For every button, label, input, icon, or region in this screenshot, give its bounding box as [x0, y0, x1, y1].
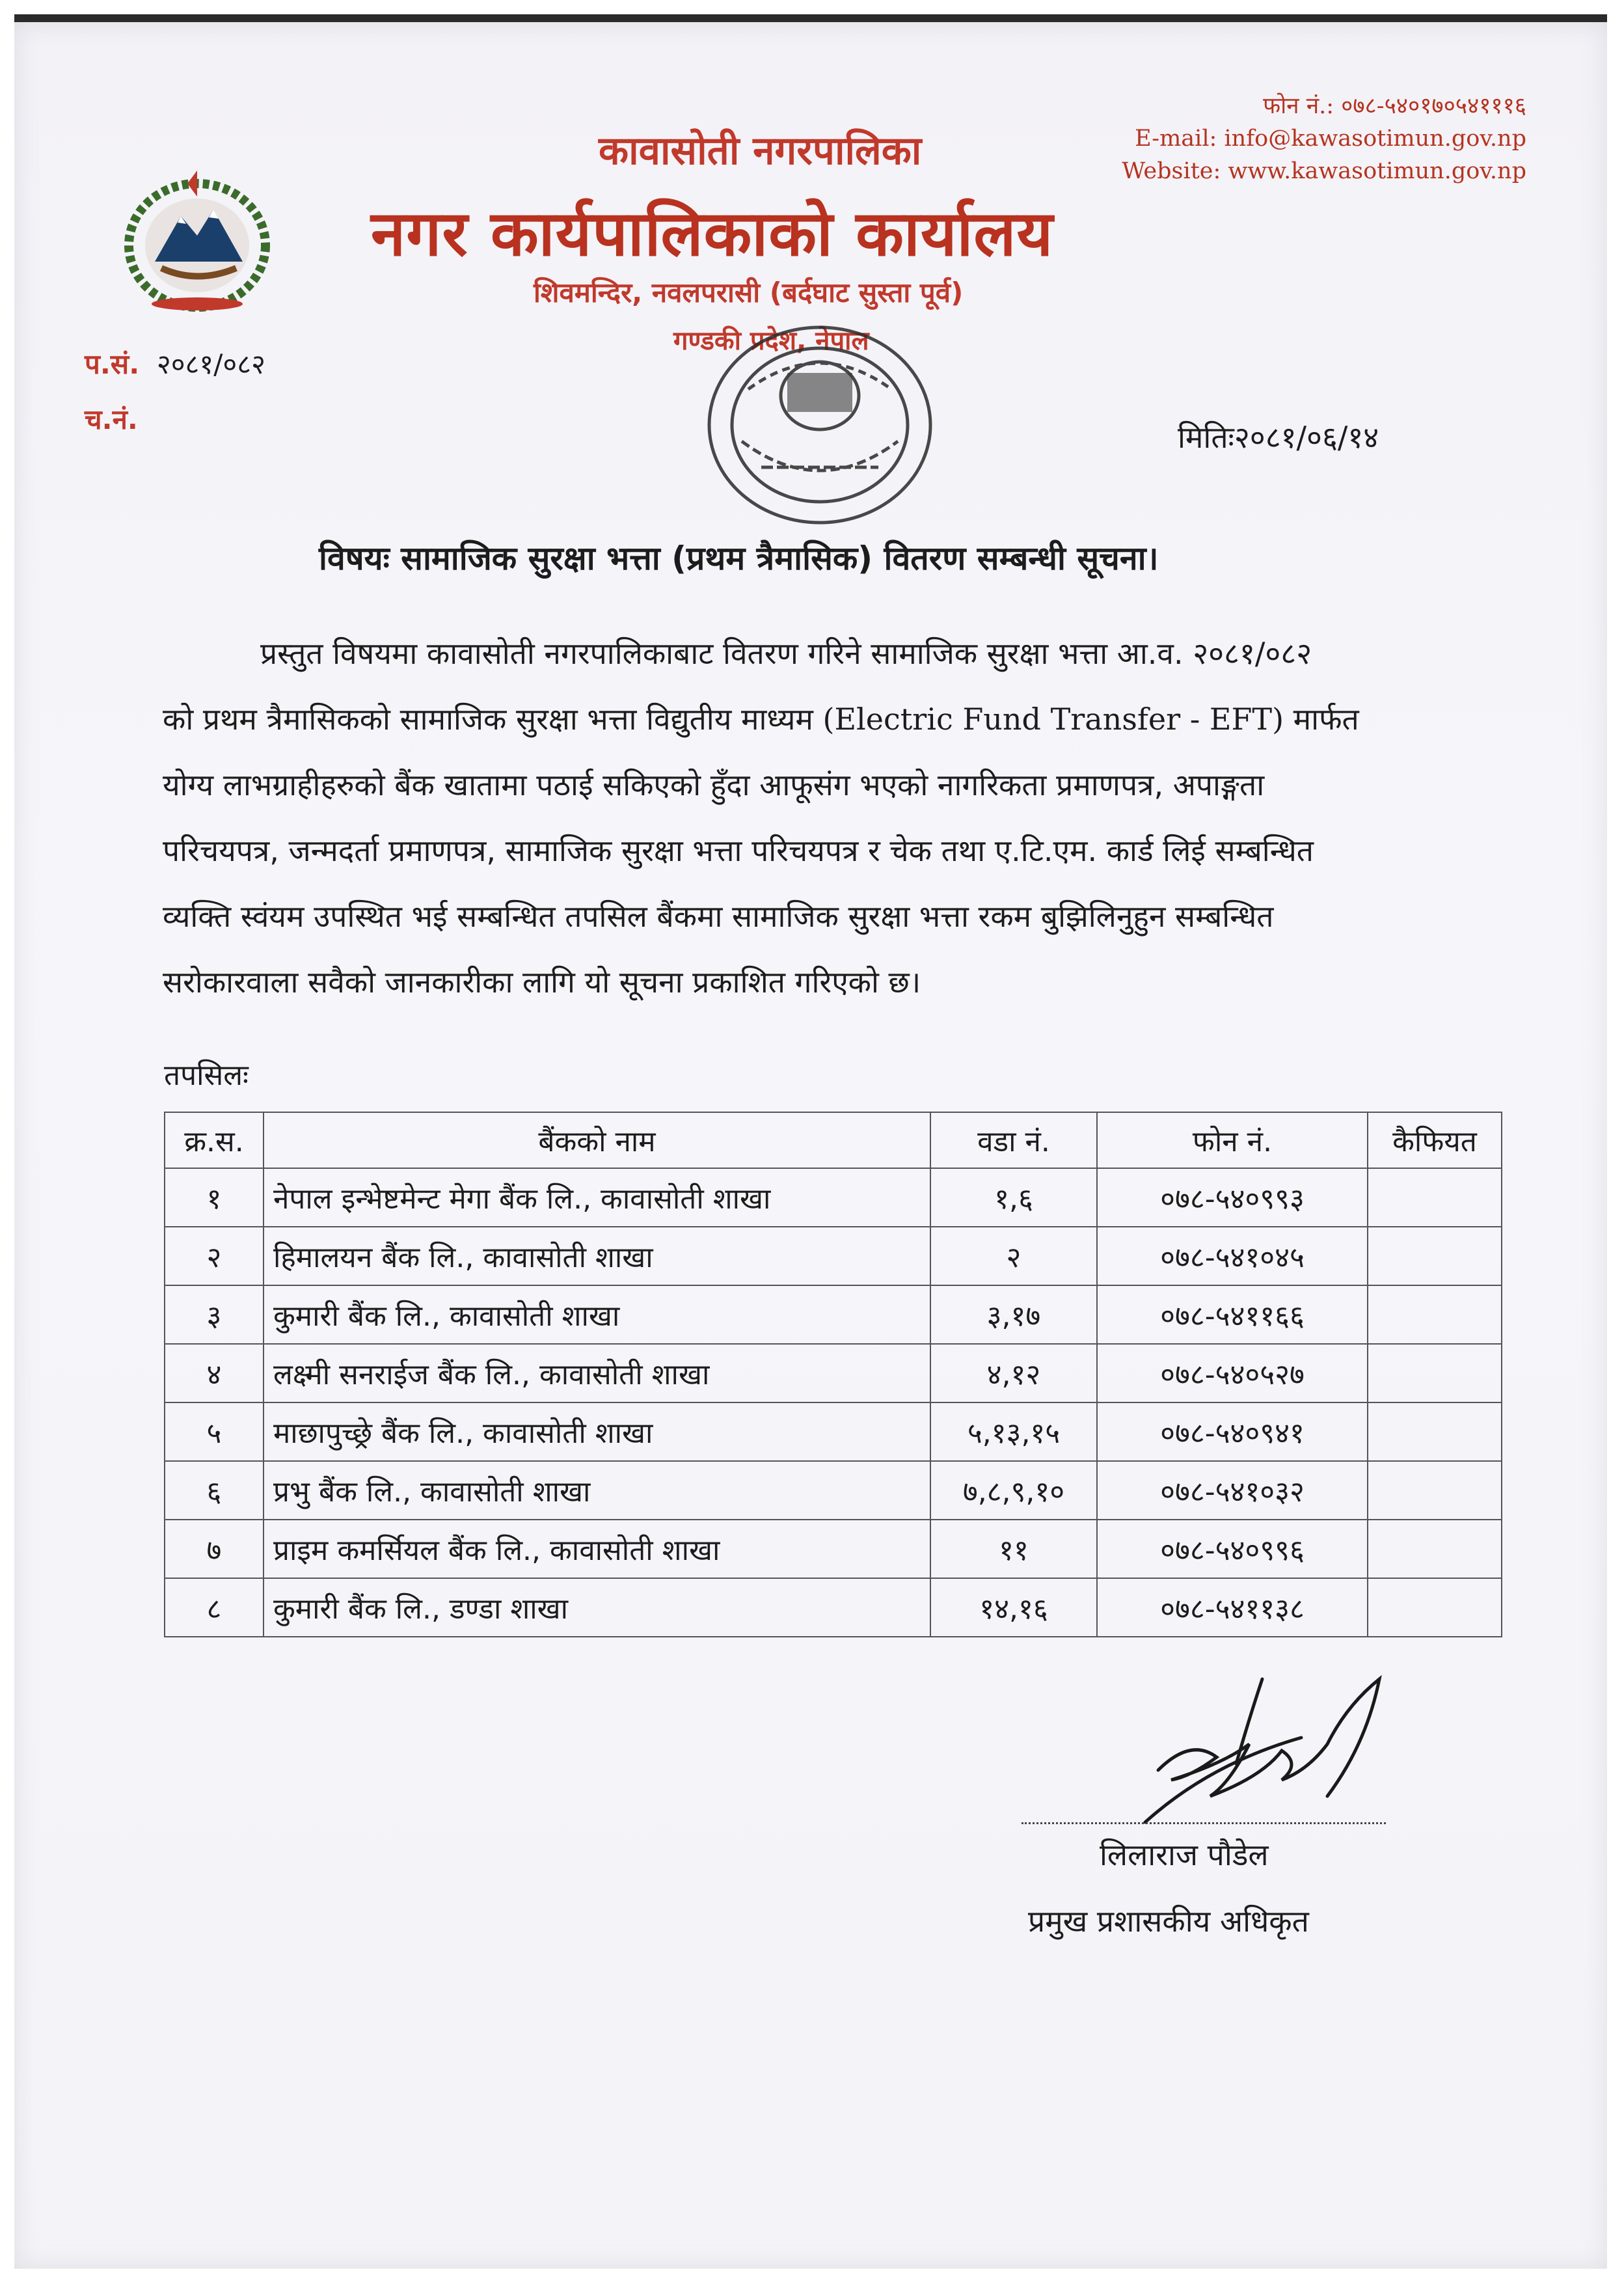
nepal-emblem-icon: [116, 171, 278, 314]
cell-ward-no: ३,१७: [930, 1285, 1097, 1344]
cell-remarks: [1368, 1402, 1502, 1461]
body-line-3: योग्य लाभग्राहीहरुको बैंक खातामा पठाई सकिएको हुँदा आफूसंग भएको नागरिकता प्रमाणपत्र, अपाङ्गता: [163, 767, 1265, 802]
cell-ward-no: ४,१२: [930, 1344, 1097, 1402]
table-row: [165, 1402, 1502, 1461]
notice-body: [163, 621, 1470, 1015]
cell-bank-name: प्रभु बैंक लि., कावासोती शाखा: [264, 1461, 930, 1520]
cell-ward-no: ५,१३,१५: [930, 1402, 1097, 1461]
header-ward-no: वडा नं.: [930, 1112, 1097, 1168]
table-header-row: [165, 1112, 1502, 1168]
cell-bank-name: लक्ष्मी सनराईज बैंक लि., कावासोती शाखा: [264, 1344, 930, 1402]
cell-serial: ३: [165, 1285, 264, 1344]
issue-date: मितिः२०८१/०६/१४: [1178, 420, 1379, 455]
cell-bank-name: माछापुच्छ्रे बैंक लि., कावासोती शाखा: [264, 1402, 930, 1461]
website-address[interactable]: Website: www.kawasotimun.gov.np: [1122, 158, 1526, 184]
header-remarks: कैफियत: [1368, 1112, 1502, 1168]
cell-serial: ८: [165, 1578, 264, 1637]
cell-ward-no: ७,८,९,१०: [930, 1461, 1097, 1520]
cell-bank-name: प्राइम कमर्सियल बैंक लि., कावासोती शाखा: [264, 1520, 930, 1578]
cell-ward-no: १४,१६: [930, 1578, 1097, 1637]
header-serial: क्र.स.: [165, 1112, 264, 1168]
cell-remarks: [1368, 1578, 1502, 1637]
signatory-name: लिलाराज पौडेल: [1100, 1837, 1269, 1872]
office-title: नगर कार्यपालिकाको कार्यालय: [371, 197, 1054, 270]
body-line-6: सरोकारवाला सवैको जानकारीका लागि यो सूचना प्रकाशित गरिएको छ।: [163, 964, 921, 1000]
municipality-name: कावासोती नगरपालिका: [599, 128, 922, 174]
chalani-number: [85, 400, 138, 437]
subject-line: विषयः सामाजिक सुरक्षा भत्ता (प्रथम त्रैमासिक) वितरण सम्बन्धी सूचना।: [319, 540, 1159, 577]
cell-bank-name: हिमालयन बैंक लि., कावासोती शाखा: [264, 1227, 930, 1285]
address-line-1: शिवमन्दिर, नवलपरासी (बर्दघाट सुस्ता पूर्व): [534, 277, 964, 308]
handwritten-signature: [1132, 1666, 1392, 1829]
cell-phone: ०७८-५४१०४५: [1097, 1227, 1368, 1285]
cell-serial: २: [165, 1227, 264, 1285]
cell-bank-name: नेपाल इन्भेष्टमेन्ट मेगा बैंक लि., कावासोती शाखा: [264, 1168, 930, 1227]
cell-phone: ०७८-५४०९९६: [1097, 1520, 1368, 1578]
body-line-5: व्यक्ति स्वंयम उपस्थित भई सम्बन्धित तपसिल बैंकमा सामाजिक सुरक्षा भत्ता रकम बुझिलिनुहुन सम्बन्धित: [163, 899, 1274, 934]
table-row: [165, 1578, 1502, 1637]
table-row: [165, 1168, 1502, 1227]
cell-ward-no: २: [930, 1227, 1097, 1285]
cell-remarks: [1368, 1344, 1502, 1402]
cell-remarks: [1368, 1461, 1502, 1520]
table-row: [165, 1227, 1502, 1285]
patra-sankhya-label: प.सं.: [85, 348, 140, 380]
phone-number: फोन नं.: ०७८-५४०१७०५४१११६: [1263, 93, 1526, 119]
cell-phone: ०७८-५४०९९३: [1097, 1168, 1368, 1227]
cell-remarks: [1368, 1168, 1502, 1227]
cell-ward-no: १,६: [930, 1168, 1097, 1227]
contact-block: [1122, 90, 1526, 187]
cell-phone: ०७८-५४११३८: [1097, 1578, 1368, 1637]
cell-serial: ७: [165, 1520, 264, 1578]
body-line-2a: को प्रथम त्रैमासिकको सामाजिक सुरक्षा भत्ता विद्युतीय माध्यम: [163, 702, 823, 737]
office-seal-stamp: [690, 311, 950, 545]
signature-line: [1022, 1822, 1386, 1824]
cell-serial: ५: [165, 1402, 264, 1461]
patra-sankhya: [85, 345, 265, 382]
cell-serial: १: [165, 1168, 264, 1227]
cell-bank-name: कुमारी बैंक लि., कावासोती शाखा: [264, 1285, 930, 1344]
cell-bank-name: कुमारी बैंक लि., डण्डा शाखा: [264, 1578, 930, 1637]
address-line-2: गण्डकी प्रदेश, नेपाल: [673, 326, 869, 356]
header-bank-name: बैंकको नाम: [264, 1112, 930, 1168]
patra-sankhya-value: २०८१/०८२: [156, 348, 265, 380]
cell-serial: ४: [165, 1344, 264, 1402]
cell-serial: ६: [165, 1461, 264, 1520]
header-phone: फोन नं.: [1097, 1112, 1368, 1168]
cell-phone: ०७८-५४११६६: [1097, 1285, 1368, 1344]
chalani-number-label: च.नं.: [85, 403, 138, 435]
table-row: [165, 1461, 1502, 1520]
cell-remarks: [1368, 1520, 1502, 1578]
email-address[interactable]: E-mail: info@kawasotimun.gov.np: [1135, 126, 1526, 152]
cell-phone: ०७८-५४०५२७: [1097, 1344, 1368, 1402]
body-line-2b: (Electric Fund Transfer - EFT): [822, 702, 1284, 737]
bank-table: [164, 1112, 1502, 1637]
body-line-4: परिचयपत्र, जन्मदर्ता प्रमाणपत्र, सामाजिक सुरक्षा भत्ता परिचयपत्र र चेक तथा ए.टि.एम. कार्ड लिई सम्बन्धित: [163, 833, 1314, 868]
cell-remarks: [1368, 1227, 1502, 1285]
cell-remarks: [1368, 1285, 1502, 1344]
body-line-2c: मार्फत: [1284, 702, 1359, 737]
signatory-designation: प्रमुख प्रशासकीय अधिकृत: [1028, 1904, 1309, 1939]
body-line-1: प्रस्तुत विषयमा कावासोती नगरपालिकाबाट वितरण गरिने सामाजिक सुरक्षा भत्ता आ.व. २०८१/०८२: [260, 636, 1312, 671]
cell-ward-no: ११: [930, 1520, 1097, 1578]
table-row: [165, 1285, 1502, 1344]
cell-phone: ०७८-५४१०३२: [1097, 1461, 1368, 1520]
cell-phone: ०७८-५४०९४१: [1097, 1402, 1368, 1461]
details-label: तपसिलः: [164, 1059, 249, 1092]
table-row: [165, 1344, 1502, 1402]
table-row: [165, 1520, 1502, 1578]
